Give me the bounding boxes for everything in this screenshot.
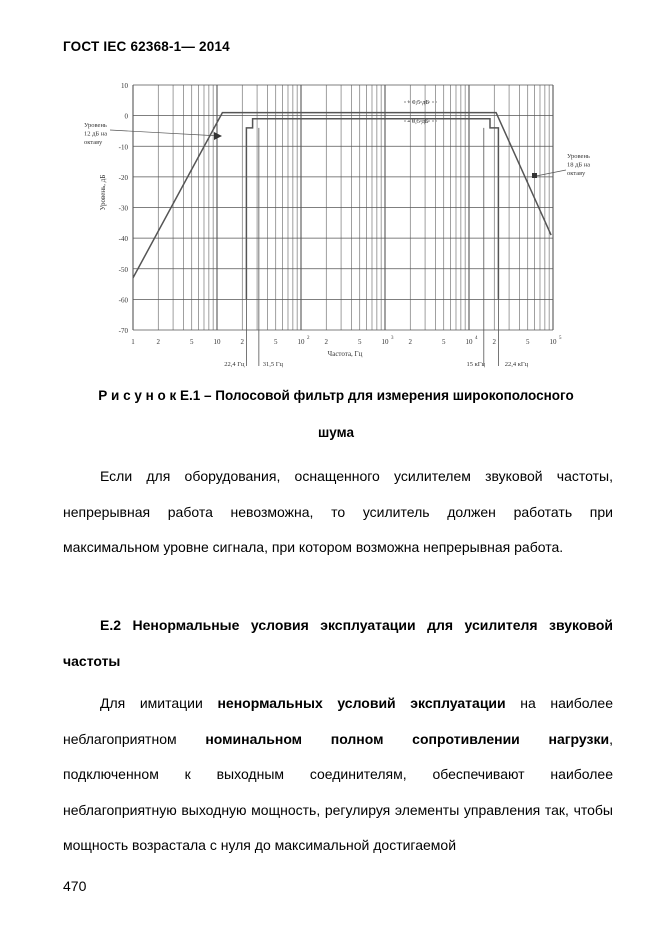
x-tick-label: 5	[357, 338, 362, 346]
band-filter-chart	[0, 0, 661, 380]
heading-text: Е.2 Ненормальные условия эксплуатации для усилителя звуковой частоты	[63, 617, 613, 669]
x-tick-label: 10	[213, 338, 221, 346]
left-annotation-arrow	[214, 132, 222, 140]
frequency-mark-label: 22,4 Гц	[224, 361, 245, 368]
x-tick-label: 2	[240, 338, 245, 346]
frequency-mark-label: 15 кГц	[466, 361, 486, 368]
y-tick-label: 0	[124, 112, 128, 121]
document-header: ГОСТ IEC 62368-1— 2014	[63, 39, 230, 54]
frequency-mark-label: 22,4 кГц	[504, 361, 529, 368]
right-annotation-leader	[536, 170, 566, 176]
x-tick-label: 5	[441, 338, 446, 346]
paragraph-continuous-operation	[63, 459, 613, 566]
y-tick-label: -10	[118, 143, 128, 152]
x-tick-label: 2	[492, 338, 497, 346]
paragraph-text: Если для оборудования, оснащенного усилителем звуковой частоты, непрерывная работа невозможна, то усилитель должен работать при максимальном уровне сигнала, при котором возможна непрерывная работа.	[63, 468, 613, 555]
left-annotation-leader	[110, 130, 220, 136]
x-tick-label: 10	[465, 338, 473, 346]
left-slope-annotation: 12 дБ на	[84, 130, 108, 138]
plus-tolerance-label: + 0,5 дБ	[407, 99, 430, 106]
right-slope-annotation: Уровень	[567, 153, 590, 160]
y-tick-label: -20	[118, 173, 128, 182]
right-slope-annotation: 18 дБ на	[567, 161, 591, 169]
section-heading-e2	[63, 608, 613, 679]
upper-tolerance-line	[133, 113, 551, 278]
chart-axes	[99, 82, 562, 358]
y-tick-label: -50	[118, 265, 128, 274]
page-number: 470	[63, 878, 87, 894]
x-tick-label: 10	[549, 338, 557, 346]
x-tick-label: 2	[408, 338, 413, 346]
right-annotation-marker	[532, 173, 537, 178]
x-tick-label: 1	[131, 338, 135, 346]
x-tick-exponent: 2	[307, 336, 310, 341]
y-tick-label: -30	[118, 204, 128, 213]
p3-text-a: Для имитации	[100, 695, 218, 711]
x-axis-label: Частота, Гц	[327, 350, 363, 358]
x-tick-exponent: 5	[559, 336, 562, 341]
paragraph-abnormal-conditions	[63, 686, 613, 864]
p3-text-c: на наиболее неблагоприятном	[63, 695, 613, 747]
x-tick-label: 10	[297, 338, 305, 346]
left-slope-annotation: Уровень	[84, 122, 107, 129]
y-tick-label: -60	[118, 296, 128, 305]
y-axis-label: Уровень, дБ	[99, 174, 107, 211]
y-tick-label: -70	[118, 327, 128, 335]
y-tick-label: 10	[121, 82, 128, 90]
p3-text-e: , подключенном к выходным соединителям, обеспечивают наиболее неблагоприятную выходную мощность, регулируя элементы управления так, чтобы мощность возрастала с нуля до максимальной достигаемой	[63, 730, 613, 853]
minus-tolerance-label: – 0,5 дБ	[407, 118, 429, 125]
y-tick-label: -40	[118, 235, 128, 244]
chart-annotations	[84, 99, 590, 368]
x-tick-label: 2	[156, 338, 161, 346]
chart-series	[133, 113, 551, 366]
x-tick-label: 5	[189, 338, 194, 346]
figure-caption-continued: шума	[318, 425, 354, 440]
figure-caption: Р и с у н о к Е.1 – Полосовой фильтр для измерения широкополосного	[98, 388, 574, 403]
right-slope-annotation: октаву	[567, 170, 586, 177]
frequency-mark-label: 31,5 Гц	[262, 361, 283, 368]
x-tick-label: 5	[525, 338, 530, 346]
x-tick-label: 5	[273, 338, 278, 346]
p3-bold-abnormal: ненормальных условий эксплуатации	[217, 695, 506, 711]
x-tick-exponent: 4	[475, 336, 478, 341]
p3-bold-impedance: номинальном полном сопротивлении нагрузки	[205, 730, 610, 747]
x-tick-label: 10	[381, 338, 389, 346]
left-slope-annotation: октаву	[84, 139, 103, 146]
x-tick-label: 2	[324, 338, 329, 346]
x-tick-exponent: 3	[391, 336, 394, 341]
